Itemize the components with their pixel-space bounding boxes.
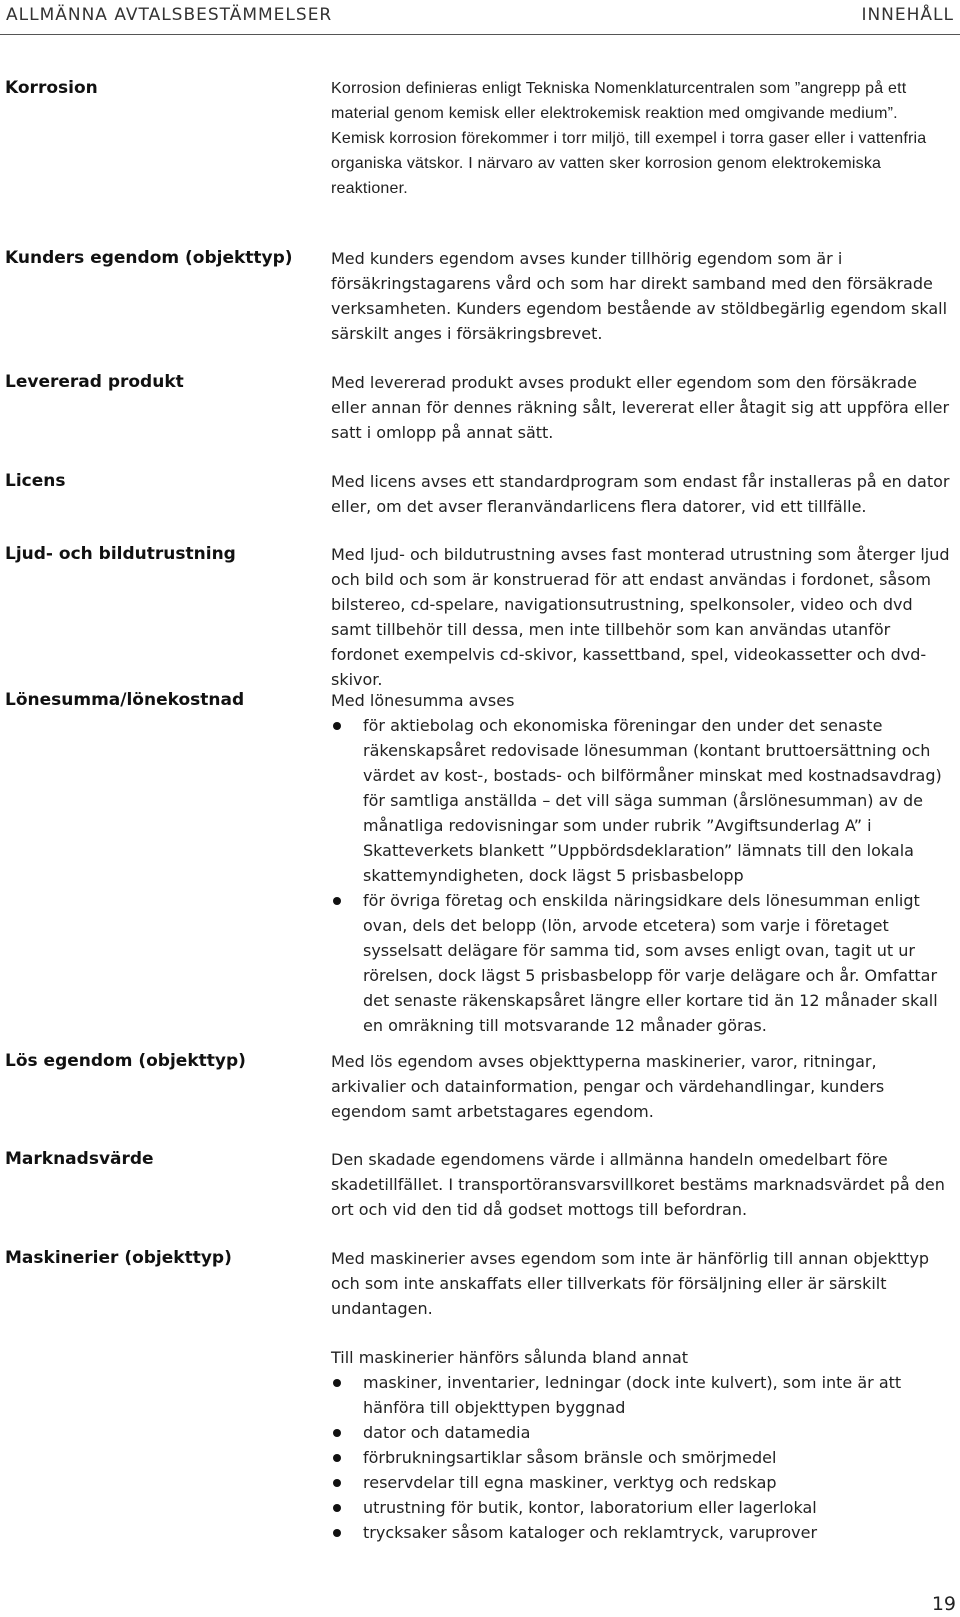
contents-link[interactable]: INNEHÅLL xyxy=(861,5,954,25)
term-label: Lönesumma/lönekostnad xyxy=(5,690,245,710)
definition-text: Med maskinerier avses egendom som inte är hänförlig till annan objekttyp och som inte anskaffats eller tillverkats för försäljning eller är särskilt undantagen. xyxy=(331,1249,930,1318)
list-item: för aktiebolag och ekonomiska föreningar den under det senaste räkenskapsåret redovisade lönesumman (kontant bruttoersättning och värdet av kost-, bostads- och bilförmåner minskat med kostnadsavdrag) för samtliga anställda – det vill säga summan (årslönesumman) av de månatliga redovisningar som under rubrik ”Avgiftsunderlag A” i Skatteverkets blankett ”Uppbördsdeklaration” lämnats till den lokala skattemyndigheten, dock lägst 5 prisbasbelopp xyxy=(331,713,953,888)
definition-intro: Till maskinerier hänförs sålunda bland annat xyxy=(331,1348,689,1367)
term-label: Ljud- och bildutrustning xyxy=(5,544,236,564)
term-definition: Med ljud- och bildutrustning avses fast monterad utrustning som återger ljud och bild och som är konstruerad för att endast användas i fordonet, såsom bilstereo, cd-spelare, navigationsutrustning, spelkonsoler, video och dvd samt tillbehör till dessa, men inte tillbehör som kan användas utanför fordonet exempelvis cd-skivor, kassettband, spel, videokassetter och dvd-skivor. xyxy=(331,545,950,689)
section-title: ALLMÄNNA AVTALSBESTÄMMELSER xyxy=(6,5,333,25)
term-definition: Den skadade egendomens värde i allmänna handeln omedelbart före skadetillfället. I transportöransvarsvillkoret bestäms marknadsvärdet på den ort och vid den tid då godset mottogs till befordran. xyxy=(331,1150,945,1219)
term-definition xyxy=(331,1246,953,1545)
list-item: trycksaker såsom kataloger och reklamtryck, varuprover xyxy=(331,1520,953,1545)
term-label: Korrosion xyxy=(5,78,98,98)
bullet-list xyxy=(331,1370,953,1545)
list-item: förbrukningsartiklar såsom bränsle och smörjmedel xyxy=(331,1445,953,1470)
term-label: Levererad produkt xyxy=(5,372,184,392)
term-definition xyxy=(331,688,953,1038)
list-item: maskiner, inventarier, ledningar (dock inte kulvert), som inte är att hänföra till objekttypen byggnad xyxy=(331,1370,953,1420)
term-definition: Med levererad produkt avses produkt eller egendom som den försäkrade eller annan för dennes räkning sålt, levererat eller åtagit sig att uppföra eller satt i omlopp på annat sätt. xyxy=(331,373,950,442)
list-item: för övriga företag och enskilda näringsidkare dels lönesumman enligt ovan, dels det belopp (lön, arvode etcetera) som varje i företaget sysselsatt delägare för samma tid, som avses enligt ovan, tagit ut ur rörelsen, dock lägst 5 prisbasbelopp för varje delägare och år. Omfattar det senaste räkenskapsåret längre eller kortare tid än 12 månader skall en omräkning till motsvarande 12 månader göras. xyxy=(331,888,953,1038)
term-definition: Med kunders egendom avses kunder tillhörig egendom som är i försäkringstagarens vård och som har direkt samband med den försäkrade verksamheten. Kunders egendom bestående av stöldbegärlig egendom skall särskilt anges i försäkringsbrevet. xyxy=(331,249,948,343)
list-item: dator och datamedia xyxy=(331,1420,953,1445)
term-definition: Med licens avses ett standardprogram som endast får installeras på en dator eller, om det avser fleranvändarlicens flera datorer, vid ett tillfälle. xyxy=(331,472,950,516)
page-header xyxy=(0,0,960,35)
term-label: Maskinerier (objekttyp) xyxy=(5,1248,232,1268)
page-number: 19 xyxy=(931,1593,956,1615)
term-label: Kunders egendom (objekttyp) xyxy=(5,248,293,268)
term-label: Licens xyxy=(5,471,66,491)
bullet-list xyxy=(331,713,953,1038)
term-definition: Med lös egendom avses objekttyperna maskinerier, varor, ritningar, arkivalier och datainformation, pengar och värdehandlingar, kunders egendom samt arbetstagares egendom. xyxy=(331,1052,885,1121)
list-item: reservdelar till egna maskiner, verktyg och redskap xyxy=(331,1470,953,1495)
term-label: Marknadsvärde xyxy=(5,1149,154,1169)
term-definition: Korrosion definieras enligt Tekniska Nomenklaturcentralen som ”angrepp på ett material genom kemisk eller elektrokemisk reaktion med omgivande medium”. Kemisk korrosion förekommer i torr miljö, till exempel i torra gaser eller i vattenfria organiska vätskor. I närvaro av vatten sker korrosion genom elektrokemiska reaktioner. xyxy=(331,80,927,197)
list-item: utrustning för butik, kontor, laboratorium eller lagerlokal xyxy=(331,1495,953,1520)
term-label: Lös egendom (objekttyp) xyxy=(5,1051,246,1071)
definition-intro: Med lönesumma avses xyxy=(331,691,515,710)
